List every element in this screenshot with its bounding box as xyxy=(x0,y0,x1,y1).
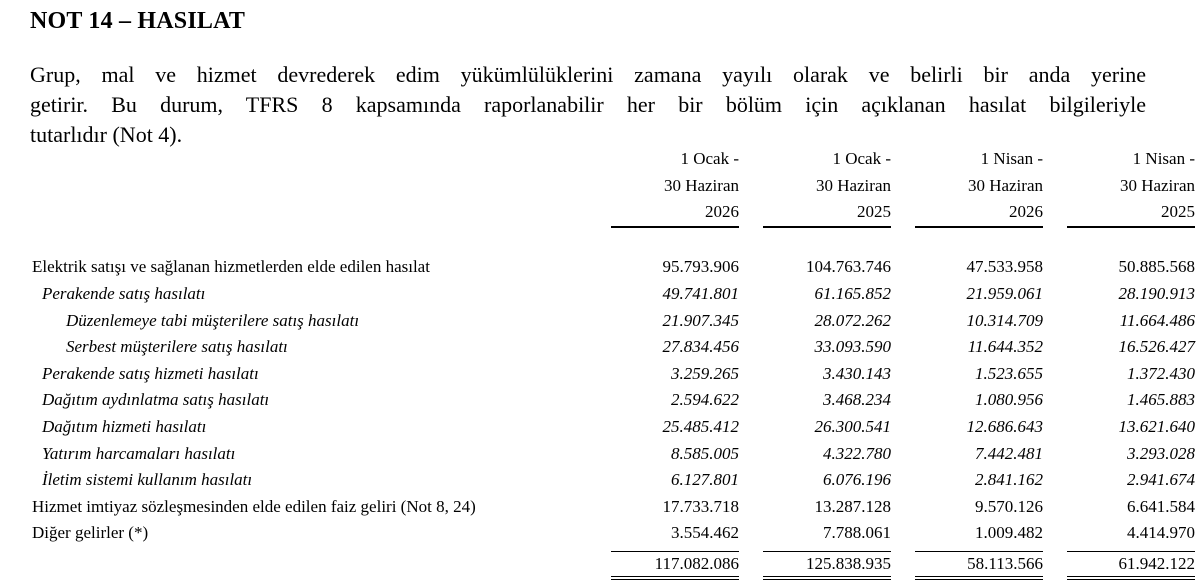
column-header: 30 Haziran xyxy=(967,175,1043,195)
cell-value: 2.941.674 xyxy=(1127,470,1195,490)
cell-value: 3.293.028 xyxy=(1127,443,1195,463)
cell-value: 95.793.906 xyxy=(662,257,739,277)
cell-value: 28.072.262 xyxy=(814,310,891,330)
table-row xyxy=(30,414,1195,441)
cell-value: 10.314.709 xyxy=(966,310,1043,330)
paragraph-line: getirir. Bu durum, TFRS 8 kapsamında raporlanabilir her bir bölüm için açıklanan hasılat bilgileriyle xyxy=(30,92,1146,117)
paragraph-line: tutarlıdır (Not 4). xyxy=(30,122,183,147)
row-label: Yatırım harcamaları hasılatı xyxy=(42,443,236,463)
column-header-year: 2025 xyxy=(763,199,891,227)
row-label: Perakende satış hizmeti hasılatı xyxy=(42,363,259,383)
column-header: 1 Nisan - xyxy=(980,149,1043,168)
cell-value: 8.585.005 xyxy=(671,443,739,463)
cell-value: 11.664.486 xyxy=(1119,310,1195,330)
cell-value: 26.300.541 xyxy=(814,416,891,436)
cell-value: 1.465.883 xyxy=(1127,390,1195,410)
cell-value: 1.523.655 xyxy=(975,363,1043,383)
cell-value: 6.076.196 xyxy=(823,470,891,490)
total-value: 125.838.935 xyxy=(763,551,891,578)
cell-value: 2.594.622 xyxy=(671,390,739,410)
row-label: Diğer gelirler (*) xyxy=(32,523,149,543)
note-title: NOT 14 – HASILAT xyxy=(30,8,246,34)
cell-value: 11.644.352 xyxy=(967,337,1043,357)
total-value: 58.113.566 xyxy=(915,551,1043,578)
cell-value: 27.834.456 xyxy=(662,337,739,357)
column-header: 1 Ocak - xyxy=(680,149,739,168)
table-row xyxy=(30,308,1195,335)
total-row xyxy=(30,551,1195,578)
cell-value: 49.741.801 xyxy=(662,283,739,303)
cell-value: 104.763.746 xyxy=(806,257,891,277)
cell-value: 61.165.852 xyxy=(814,283,891,303)
cell-value: 4.322.780 xyxy=(823,443,891,463)
row-label: Serbest müşterilere satış hasılatı xyxy=(66,337,288,357)
cell-value: 1.009.482 xyxy=(975,523,1043,543)
row-label: Dağıtım aydınlatma satış hasılatı xyxy=(42,390,270,410)
table-row xyxy=(30,520,1195,547)
cell-value: 33.093.590 xyxy=(814,337,891,357)
column-header: 30 Haziran xyxy=(815,175,891,195)
column-header: 30 Haziran xyxy=(1119,175,1195,195)
cell-value: 21.959.061 xyxy=(966,283,1043,303)
cell-value: 2.841.162 xyxy=(975,470,1043,490)
paragraph-line: Grup, mal ve hizmet devrederek edim yükümlülüklerini zamana yayılı olarak ve belirli bir anda yerine xyxy=(30,62,1146,87)
cell-value: 13.621.640 xyxy=(1118,416,1195,436)
column-header-row-1 xyxy=(30,146,1195,173)
cell-value: 6.127.801 xyxy=(671,470,739,490)
table-row xyxy=(30,467,1195,494)
column-header-row-3 xyxy=(30,199,1195,227)
table-row xyxy=(30,387,1195,414)
column-header-year: 2025 xyxy=(1067,199,1195,227)
cell-value: 3.554.462 xyxy=(671,523,739,543)
column-header-year: 2026 xyxy=(611,199,739,227)
cell-value: 16.526.427 xyxy=(1118,337,1195,357)
cell-value: 6.641.584 xyxy=(1127,496,1195,516)
cell-value: 1.080.956 xyxy=(975,390,1043,410)
total-value: 61.942.122 xyxy=(1067,551,1195,578)
table-row xyxy=(30,281,1195,308)
table-row xyxy=(30,441,1195,468)
row-label: Düzenlemeye tabi müşterilere satış hasılatı xyxy=(66,310,360,330)
column-header-year: 2026 xyxy=(915,199,1043,227)
row-label: Hizmet imtiyaz sözleşmesinden elde edilen faiz geliri (Not 8, 24) xyxy=(32,496,476,516)
cell-value: 3.430.143 xyxy=(823,363,891,383)
revenue-table xyxy=(30,146,1195,580)
cell-value: 7.442.481 xyxy=(975,443,1043,463)
cell-value: 17.733.718 xyxy=(662,496,739,516)
row-label: Elektrik satışı ve sağlanan hizmetlerden elde edilen hasılat xyxy=(32,257,430,277)
cell-value: 47.533.958 xyxy=(966,257,1043,277)
cell-value: 12.686.643 xyxy=(966,416,1043,436)
cell-value: 7.788.061 xyxy=(823,523,891,543)
cell-value: 25.485.412 xyxy=(662,416,739,436)
column-header: 1 Nisan - xyxy=(1132,149,1195,168)
cell-value: 21.907.345 xyxy=(662,310,739,330)
cell-value: 3.468.234 xyxy=(823,390,891,410)
total-value: 117.082.086 xyxy=(611,551,739,578)
column-header: 30 Haziran xyxy=(663,175,739,195)
column-header-row-2 xyxy=(30,173,1195,200)
row-label: İletim sistemi kullanım hasılatı xyxy=(42,470,253,490)
table-row xyxy=(30,334,1195,361)
cell-value: 50.885.568 xyxy=(1118,257,1195,277)
table-row xyxy=(30,361,1195,388)
cell-value: 3.259.265 xyxy=(671,363,739,383)
cell-value: 4.414.970 xyxy=(1127,523,1195,543)
row-label: Dağıtım hizmeti hasılatı xyxy=(42,416,207,436)
cell-value: 1.372.430 xyxy=(1127,363,1195,383)
table-row xyxy=(30,494,1195,521)
intro-paragraph xyxy=(30,60,1146,150)
row-label: Perakende satış hasılatı xyxy=(42,283,206,303)
cell-value: 9.570.126 xyxy=(975,496,1043,516)
cell-value: 13.287.128 xyxy=(814,496,891,516)
table-row xyxy=(30,254,1195,281)
column-header: 1 Ocak - xyxy=(832,149,891,168)
cell-value: 28.190.913 xyxy=(1118,283,1195,303)
